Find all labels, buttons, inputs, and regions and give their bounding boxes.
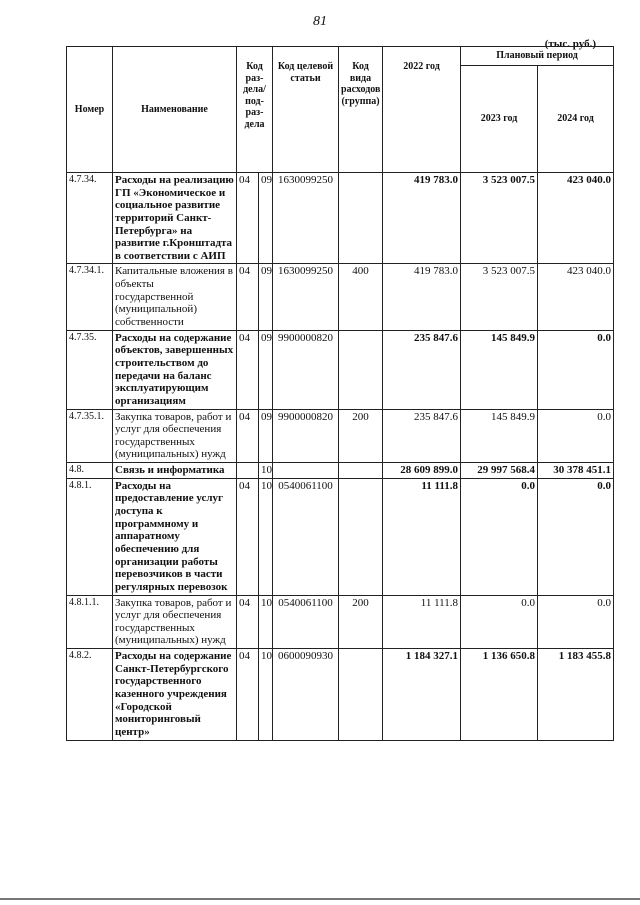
row-name: Расходы на содержание Санкт-Петербургского государственного казенного учреждения «Городской мониторинговый центр» <box>113 649 237 740</box>
row-podrazdel: 10 <box>259 463 273 479</box>
table-row <box>67 463 614 479</box>
row-value-2024: 1 183 455.8 <box>538 649 614 740</box>
row-value-2024: 423 040.0 <box>538 173 614 264</box>
row-razdel: 04 <box>237 595 259 649</box>
row-value-2022: 28 609 899.0 <box>383 463 461 479</box>
row-expense-type: 200 <box>339 409 383 463</box>
row-value-2022: 235 847.6 <box>383 409 461 463</box>
table-row <box>67 409 614 463</box>
empty-cell <box>461 740 538 741</box>
row-value-2023: 145 849.9 <box>461 409 538 463</box>
row-expense-type <box>339 173 383 264</box>
table-body <box>67 173 614 741</box>
header-year-2022: 2022 год <box>383 47 461 173</box>
row-value-2023: 3 523 007.5 <box>461 264 538 330</box>
row-value-2023: 0.0 <box>461 478 538 595</box>
page-bottom-edge <box>0 898 640 900</box>
row-podrazdel: 09 <box>259 173 273 264</box>
row-number: 4.8.1. <box>67 478 113 595</box>
row-value-2023: 29 997 568.4 <box>461 463 538 479</box>
table-row <box>67 264 614 330</box>
row-name: Капитальные вложения в объекты государственной (муниципальной) собственности <box>113 264 237 330</box>
row-target-code: 0540061100 <box>273 595 339 649</box>
empty-cell <box>67 740 113 741</box>
row-target-code: 1630099250 <box>273 264 339 330</box>
row-value-2023: 3 523 007.5 <box>461 173 538 264</box>
table-row <box>67 330 614 409</box>
row-razdel: 04 <box>237 478 259 595</box>
row-podrazdel: 09 <box>259 330 273 409</box>
row-value-2022: 1 184 327.1 <box>383 649 461 740</box>
row-name: Расходы на реализацию ГП «Экономическое и социальное развитие территорий Санкт-Петербурга» на развитие г.Кронштадта в соответствии с АИП <box>113 173 237 264</box>
row-podrazdel: 10 <box>259 478 273 595</box>
row-target-code <box>273 463 339 479</box>
row-value-2024: 0.0 <box>538 478 614 595</box>
row-target-code: 9900000820 <box>273 330 339 409</box>
header-expense-type-code: Код вида расходов (группа) <box>339 47 383 173</box>
row-value-2022: 235 847.6 <box>383 330 461 409</box>
row-expense-type <box>339 463 383 479</box>
table-trailing-row <box>67 740 614 741</box>
row-expense-type: 400 <box>339 264 383 330</box>
row-razdel: 04 <box>237 264 259 330</box>
row-podrazdel: 09 <box>259 409 273 463</box>
row-target-code: 0600090930 <box>273 649 339 740</box>
row-razdel: 04 <box>237 409 259 463</box>
units-label: (тыс. руб.) <box>544 38 596 50</box>
header-target-code: Код целевой статьи <box>273 47 339 173</box>
row-target-code: 9900000820 <box>273 409 339 463</box>
empty-cell <box>339 740 383 741</box>
table-row <box>67 649 614 740</box>
row-razdel: 04 <box>237 330 259 409</box>
row-podrazdel: 09 <box>259 264 273 330</box>
row-value-2023: 1 136 650.8 <box>461 649 538 740</box>
row-podrazdel: 10 <box>259 595 273 649</box>
row-number: 4.7.34. <box>67 173 113 264</box>
page-number: 81 <box>313 14 327 29</box>
empty-cell <box>538 740 614 741</box>
row-expense-type <box>339 330 383 409</box>
header-planning-period: Плановый период <box>461 47 614 66</box>
row-name: Связь и информатика <box>113 463 237 479</box>
row-razdel: 04 <box>237 173 259 264</box>
row-value-2024: 0.0 <box>538 595 614 649</box>
row-name: Закупка товаров, работ и услуг для обеспечения государственных (муниципальных) нужд <box>113 595 237 649</box>
empty-cell <box>237 740 259 741</box>
row-target-code: 0540061100 <box>273 478 339 595</box>
row-expense-type: 200 <box>339 595 383 649</box>
row-value-2022: 11 111.8 <box>383 478 461 595</box>
empty-cell <box>273 740 339 741</box>
row-value-2023: 145 849.9 <box>461 330 538 409</box>
row-expense-type <box>339 649 383 740</box>
row-number: 4.8.1.1. <box>67 595 113 649</box>
row-target-code: 1630099250 <box>273 173 339 264</box>
row-number: 4.7.34.1. <box>67 264 113 330</box>
table-row <box>67 173 614 264</box>
header-year-2023: 2023 год <box>461 66 538 173</box>
row-value-2022: 419 783.0 <box>383 264 461 330</box>
empty-cell <box>259 740 273 741</box>
row-razdel: 04 <box>237 649 259 740</box>
row-value-2022: 11 111.8 <box>383 595 461 649</box>
table-row <box>67 595 614 649</box>
row-number: 4.7.35. <box>67 330 113 409</box>
header-year-2024: 2024 год <box>538 66 614 173</box>
row-number: 4.7.35.1. <box>67 409 113 463</box>
row-value-2024: 30 378 451.1 <box>538 463 614 479</box>
row-value-2024: 0.0 <box>538 409 614 463</box>
header-razdel-code: Код раз- дела/ под- раз- дела <box>237 47 273 173</box>
row-value-2022: 419 783.0 <box>383 173 461 264</box>
row-number: 4.8.2. <box>67 649 113 740</box>
row-name: Закупка товаров, работ и услуг для обеспечения государственных (муниципальных) нужд <box>113 409 237 463</box>
row-value-2024: 423 040.0 <box>538 264 614 330</box>
empty-cell <box>383 740 461 741</box>
row-razdel <box>237 463 259 479</box>
header-name: Наименование <box>113 47 237 173</box>
row-value-2024: 0.0 <box>538 330 614 409</box>
budget-table <box>66 46 614 741</box>
row-value-2023: 0.0 <box>461 595 538 649</box>
row-podrazdel: 10 <box>259 649 273 740</box>
row-name: Расходы на предоставление услуг доступа к программному и аппаратному обеспечению для организации работы перевозчиков в части регулярных перевозок <box>113 478 237 595</box>
row-name: Расходы на содержание объектов, завершенных строительством до передачи на баланс эксплуатирующим организациям <box>113 330 237 409</box>
row-expense-type <box>339 478 383 595</box>
row-number: 4.8. <box>67 463 113 479</box>
header-number: Номер <box>67 47 113 173</box>
empty-cell <box>113 740 237 741</box>
table-row <box>67 478 614 595</box>
